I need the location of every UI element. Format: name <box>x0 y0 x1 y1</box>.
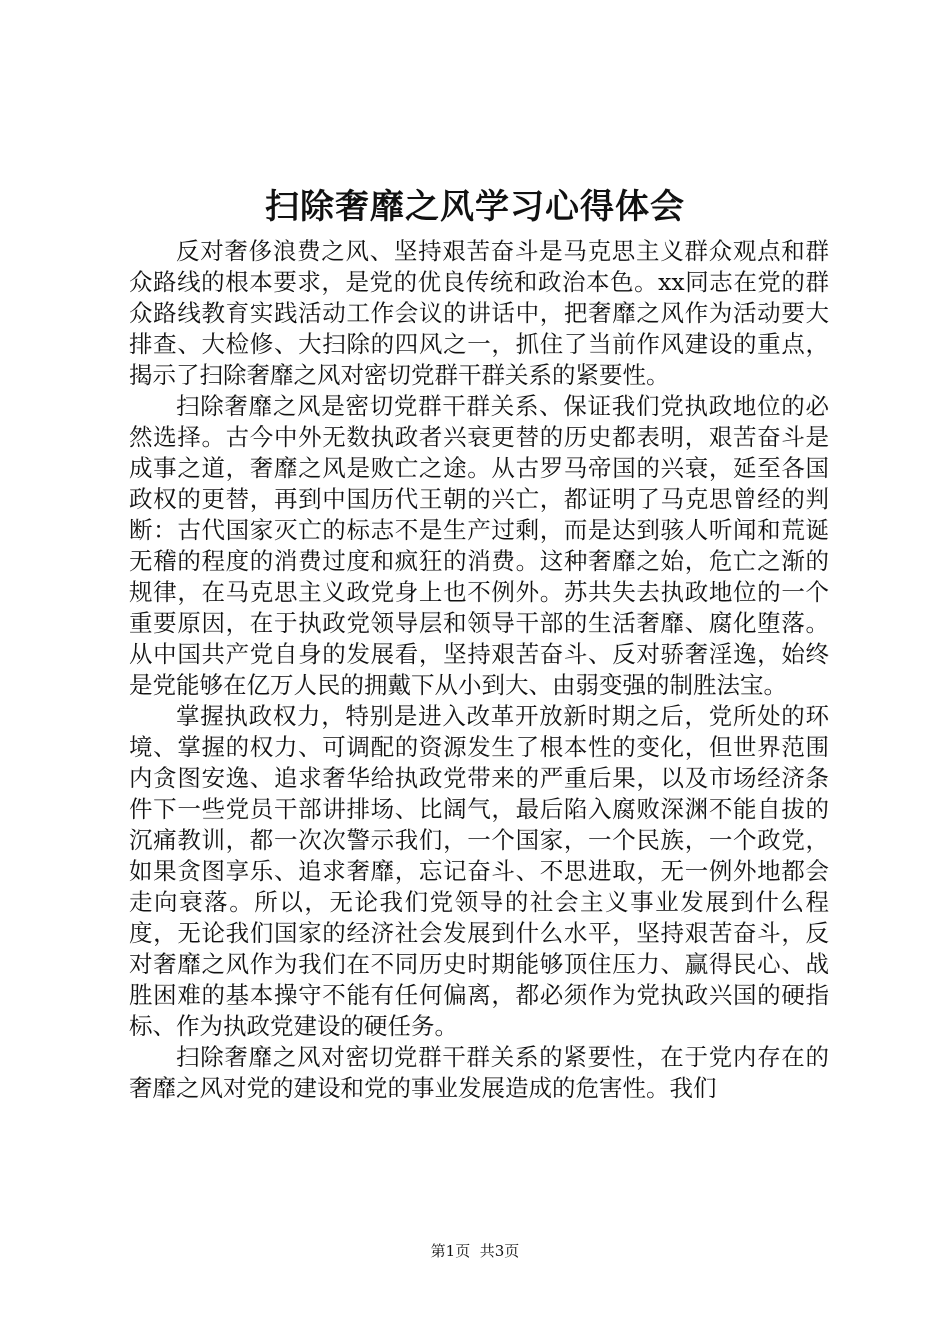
paragraph: 扫除奢靡之风对密切党群干群关系的紧要性，在于党内存在的奢靡之风对党的建设和党的事业发展造成的危害性。我们 <box>129 1043 829 1102</box>
page-total: 共3页 <box>479 1242 520 1260</box>
page-number: 第1页 <box>430 1242 471 1260</box>
footer-separator <box>470 1242 480 1260</box>
paragraph: 扫除奢靡之风是密切党群干群关系、保证我们党执政地位的必然选择。古今中外无数执政者兴衰更替的历史都表明，艰苦奋斗是成事之道，奢靡之风是败亡之途。从古罗马帝国的兴衰，延至各国政权的更替，再到中国历代王朝的兴亡，都证明了马克思曾经的判断：古代国家灭亡的标志不是生产过剩，而是达到骇人听闻和荒诞无稽的程度的消费过度和疯狂的消费。这种奢靡之始，危亡之渐的规律，在马克思主义政党身上也不例外。苏共失去执政地位的一个重要原因，在于执政党领导层和领导干部的生活奢靡、腐化堕落。从中国共产党自身的发展看，坚持艰苦奋斗、反对骄奢淫逸，始终是党能够在亿万人民的拥戴下从小到大、由弱变强的制胜法宝。 <box>129 392 829 699</box>
page-footer <box>0 1241 950 1261</box>
document-body <box>129 236 829 1104</box>
paragraph: 掌握执政权力，特别是进入改革开放新时期之后，党所处的环境、掌握的权力、可调配的资源发生了根本性的变化，但世界范围内贪图安逸、追求奢华给执政党带来的严重后果，以及市场经济条件下一些党员干部讲排场、比阔气，最后陷入腐败深渊不能自拔的沉痛教训，都一次次警示我们，一个国家，一个民族，一个政党，如果贪图享乐、追求奢靡，忘记奋斗、不思进取，无一例外地都会走向衰落。所以，无论我们党领导的社会主义事业发展到什么程度，无论我们国家的经济社会发展到什么水平，坚持艰苦奋斗，反对奢靡之风作为我们在不同历史时期能够顶住压力、赢得民心、战胜困难的基本操守不能有任何偏离，都必须作为党执政兴国的硬指标、作为执政党建设的硬任务。 <box>129 702 829 1040</box>
paragraph: 反对奢侈浪费之风、坚持艰苦奋斗是马克思主义群众观点和群众路线的根本要求，是党的优良传统和政治本色。xx同志在党的群众路线教育实践活动工作会议的讲话中，把奢靡之风作为活动要大排查、大检修、大扫除的四风之一，抓住了当前作风建设的重点，揭示了扫除奢靡之风对密切党群干群关系的紧要性。 <box>129 237 829 389</box>
document-title: 扫除奢靡之风学习心得体会 <box>265 187 685 227</box>
